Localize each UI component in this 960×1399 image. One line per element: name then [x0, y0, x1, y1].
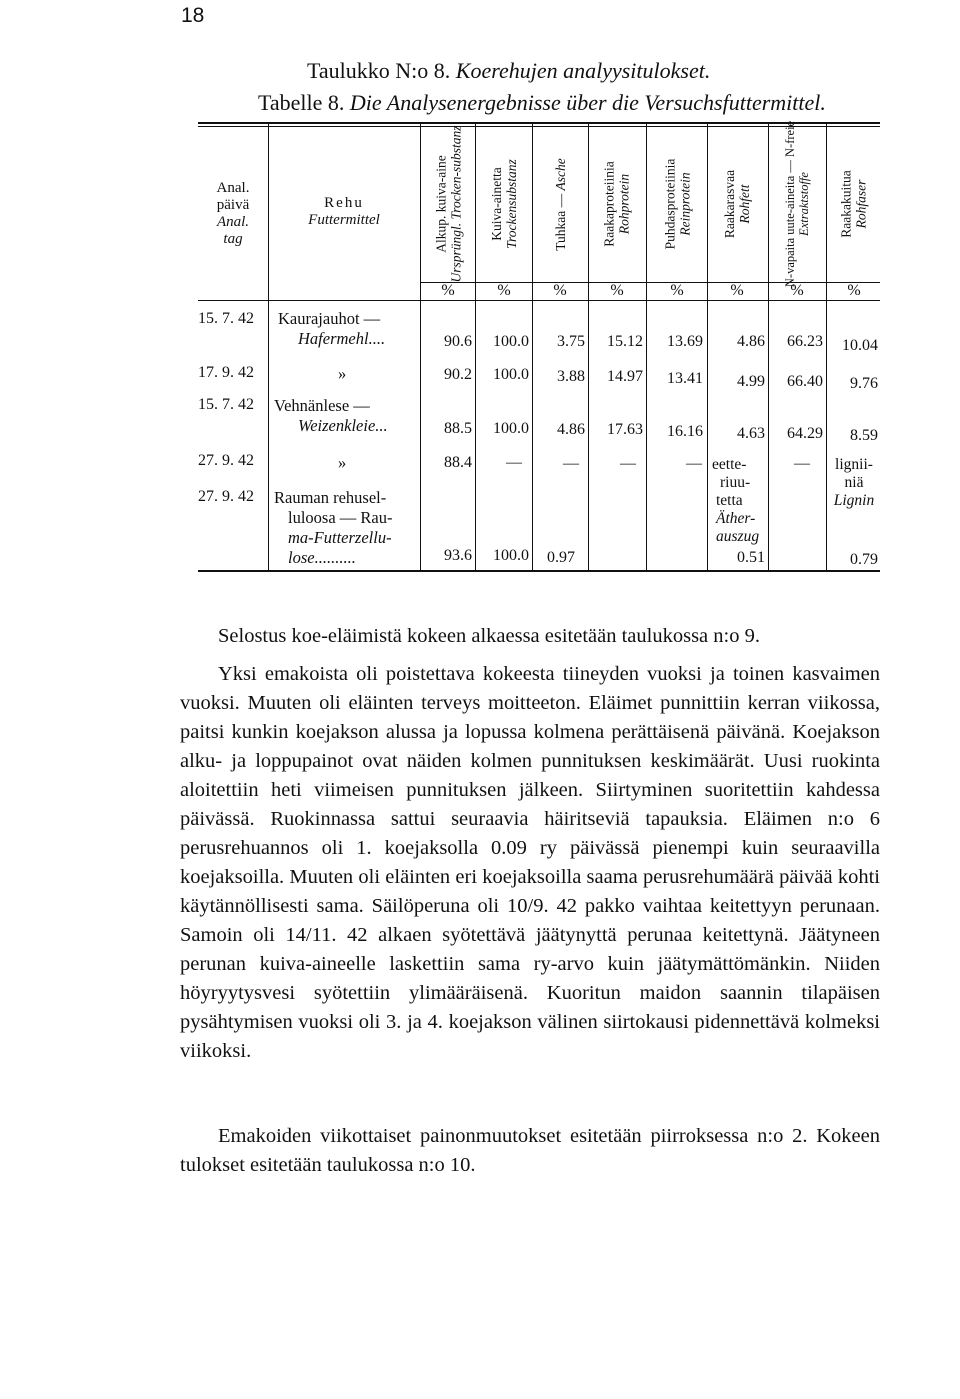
- table-cell: 17.63: [607, 421, 643, 438]
- unit-cell: %: [553, 282, 567, 299]
- feed-name-fi: luloosa — Rau-: [288, 508, 393, 527]
- column-divider: [707, 124, 708, 570]
- note-line: Äther-: [716, 510, 756, 527]
- row-date: 27. 9. 42: [198, 488, 254, 505]
- unit-cell: %: [730, 282, 744, 299]
- table-cell: 9.76: [850, 375, 878, 392]
- row-date: 17. 9. 42: [198, 364, 254, 381]
- row-feed: [278, 309, 385, 349]
- table-cell: 15.12: [607, 333, 643, 350]
- table-cell: 3.88: [557, 368, 585, 385]
- table-cell: 3.75: [557, 333, 585, 350]
- note-line: auszug: [716, 528, 760, 545]
- table-cell: 66.40: [787, 373, 823, 390]
- column-header-de: Rohfett: [737, 184, 752, 224]
- table-cell: 100.0: [493, 333, 529, 350]
- date-header-line: Anal.: [216, 214, 250, 230]
- column-header-de: Reinprotein: [677, 172, 692, 236]
- column-divider: [826, 124, 827, 570]
- feed-name-de: Weizenkleie...: [298, 416, 388, 435]
- table-cell: 4.99: [737, 373, 765, 390]
- column-header-fi: Raakaproteiinia: [602, 161, 617, 247]
- paragraph-text: Selostus koe-eläimistä kokeen alkaessa esitetään taulukossa n:o 9.: [218, 625, 760, 647]
- column-divider: [768, 124, 769, 570]
- row-feed: [274, 396, 388, 436]
- row-feed: [274, 488, 393, 568]
- column-header-crude-protein: [594, 130, 640, 278]
- column-divider: [420, 124, 421, 570]
- column-header-original-dry-matter: [425, 125, 471, 283]
- row-date: 27. 9. 42: [198, 452, 254, 469]
- column-divider: [588, 124, 589, 570]
- unit-cell: %: [670, 282, 684, 299]
- table-cell: 90.2: [444, 366, 472, 383]
- caption-finnish-prefix: Taulukko N:o 8.: [307, 58, 451, 83]
- caption-german: [258, 90, 826, 116]
- note-line: niä: [844, 474, 864, 491]
- column-header-de: Asche: [552, 157, 568, 190]
- column-divider: [268, 124, 269, 570]
- column-header-ash: [537, 130, 583, 278]
- paragraph-closing: [180, 1122, 880, 1180]
- row-date: 15. 7. 42: [198, 396, 254, 413]
- table-cell: —: [563, 455, 579, 472]
- feed-name-fi: Vehnänlese —: [274, 396, 370, 415]
- note-line: Lignin: [833, 492, 875, 509]
- feed-name-de: lose..........: [288, 548, 356, 567]
- date-header-line: päivä: [216, 197, 250, 213]
- table-cell: 4.86: [737, 333, 765, 350]
- table-cell: 13.41: [667, 370, 703, 387]
- column-header-de: Rohfaser: [854, 179, 870, 229]
- column-header-de: Ursprüngl. Trocken-substanz: [448, 125, 464, 283]
- column-header-fi: Raakarasvaa: [722, 169, 737, 239]
- column-header-crude-fibre: [831, 130, 877, 278]
- column-header-fi: Raakakuitua: [839, 170, 855, 238]
- caption-german-prefix: Tabelle 8.: [258, 90, 345, 115]
- note-line: lignii-: [835, 456, 873, 473]
- ether-extract-note: [712, 456, 759, 546]
- table-cell: 16.16: [667, 423, 703, 440]
- table-cell: 90.6: [444, 333, 472, 350]
- table-cell: 10.04: [842, 337, 878, 354]
- column-header-fi: Puhdasproteiinia: [662, 158, 677, 250]
- column-header-fi: Kuiva-ainetta: [489, 167, 505, 241]
- column-header-de: Extraktstoffe: [797, 172, 811, 236]
- feed-name-de: Hafermehl....: [298, 329, 386, 348]
- header-bottom-rule: [198, 300, 880, 301]
- paragraph-text: Yksi emakoista oli poistettava kokeesta tiineyden vuoksi ja toinen kasvaimen vuoksi. Muuten oli eläinten terveys moitteeton. Eläimet punnittiin kerran viikossa, paitsi kunkin koejakson alussa ja lopussa kolmena perättäisenä päivänä. Koejakson alku- ja loppupainot ovat näiden kolmen punnituksen keskimäärät. Uusi ruokinta aloitettiin heti viimeisen punnituksen jälkeen. Siirtyminen suoritettiin kahdessa päivässä. Ruokinnassa sattui seuraavia häiritseviä tapauksia. Eläimen n:o 6 perusrehuannos oli 1. koejaksolla 0.09 ry päivässä pienempi kuin seuraavilla koejaksoilla. Muuten oli eläinten eri koejaksoilla saama perusrehumäärä päivää kohti käytännöllisesti sama. Säilöperuna oli 10/9. 42 pakko vaihtaa keitettyyn perunaan. Samoin oli 14/11. 42 alkaen syötettävä jäätynyttä perunaa keitettynä. Jäätyneen perunan kuiva-aineelle laskettiin sama ry-arvo kuin jäätymättömänkin. Niiden höyryytysvesi syötettiin ylimääräisenä. Kuoritun maidon saannin tilapäisen pysähtymisen vuoksi oli 3. ja 4. koejakson välinen siirtokausi pidennettävä kolmeksi viikoksi.: [180, 663, 880, 1062]
- column-divider: [475, 124, 476, 570]
- paragraph-main: [180, 660, 880, 1066]
- feed-name-fi: Rauman rehusel-: [274, 488, 387, 507]
- feed-name-fi: Kaurajauhot —: [278, 309, 381, 328]
- page-number: 18: [181, 4, 205, 27]
- date-column-header: [200, 180, 266, 248]
- column-header-fi: Tuhkaa —: [552, 193, 568, 251]
- feed-header-de: Futtermittel: [308, 212, 380, 228]
- column-header-n-free-extract: [774, 120, 820, 288]
- table-cell: —: [686, 455, 702, 472]
- table-cell: 64.29: [787, 425, 823, 442]
- table-bottom-rule: [198, 570, 880, 572]
- table-top-rule-inner: [198, 126, 880, 127]
- table-cell: 0.79: [850, 551, 878, 568]
- feed-header-fi: Rehu: [324, 195, 364, 211]
- row-date: 15. 7. 42: [198, 310, 254, 327]
- table-top-rule: [198, 122, 880, 124]
- column-header-de: Rohprotein: [617, 173, 632, 235]
- row-feed: »: [338, 364, 347, 383]
- column-header-fi: Alkup. kuiva-aine: [433, 155, 449, 253]
- date-header-line: tag: [223, 231, 243, 247]
- column-divider: [532, 124, 533, 570]
- column-header-de: Trockensubstanz: [504, 159, 520, 249]
- unit-cell: %: [441, 282, 455, 299]
- unit-cell: %: [497, 282, 511, 299]
- paragraph-intro: [180, 622, 880, 651]
- feed-column-header: [272, 195, 416, 229]
- table-cell: 88.5: [444, 420, 472, 437]
- note-line: eette-: [712, 456, 747, 473]
- column-divider: [646, 124, 647, 570]
- note-line: tetta: [716, 492, 743, 509]
- caption-german-title: Die Analysenergebnisse über die Versuchsfuttermittel.: [349, 90, 826, 115]
- unit-cell: %: [610, 282, 624, 299]
- note-line: riuu-: [720, 474, 751, 491]
- table-cell: 66.23: [787, 333, 823, 350]
- paragraph-text: Emakoiden viikottaiset painonmuutokset esitetään piirroksessa n:o 2. Kokeen tulokset esitetään taulukossa n:o 10.: [180, 1125, 880, 1176]
- table-cell: 100.0: [493, 366, 529, 383]
- table-cell: 100.0: [493, 547, 529, 564]
- caption-finnish: [307, 58, 710, 84]
- table-cell: 14.97: [607, 368, 643, 385]
- table-cell: —: [794, 455, 810, 472]
- feed-name-de: ma-Futterzellu-: [288, 528, 392, 547]
- column-header-pure-protein: [654, 130, 700, 278]
- table-cell: 4.63: [737, 425, 765, 442]
- column-header-dry-matter: [481, 130, 527, 278]
- unit-cell: %: [790, 282, 804, 299]
- table-cell: 100.0: [493, 420, 529, 437]
- date-header-line: Anal.: [216, 180, 250, 196]
- table-cell: 8.59: [850, 427, 878, 444]
- table-cell: 13.69: [667, 333, 703, 350]
- table-cell: 4.86: [557, 421, 585, 438]
- table-cell: 0.51: [737, 549, 765, 566]
- unit-cell: %: [847, 282, 861, 299]
- column-header-crude-fat: [714, 130, 760, 278]
- column-header-fi: N-vapaita uute-aineita — N-freie: [783, 120, 797, 288]
- lignin-note: [829, 456, 879, 510]
- row-feed: »: [338, 453, 347, 472]
- table-cell: —: [620, 455, 636, 472]
- table-cell: 0.97: [547, 549, 575, 566]
- caption-finnish-title: Koerehujen analyysitulokset.: [455, 58, 711, 83]
- table-cell: 93.6: [444, 547, 472, 564]
- table-cell: 88.4: [444, 454, 472, 471]
- table-cell: —: [506, 454, 522, 471]
